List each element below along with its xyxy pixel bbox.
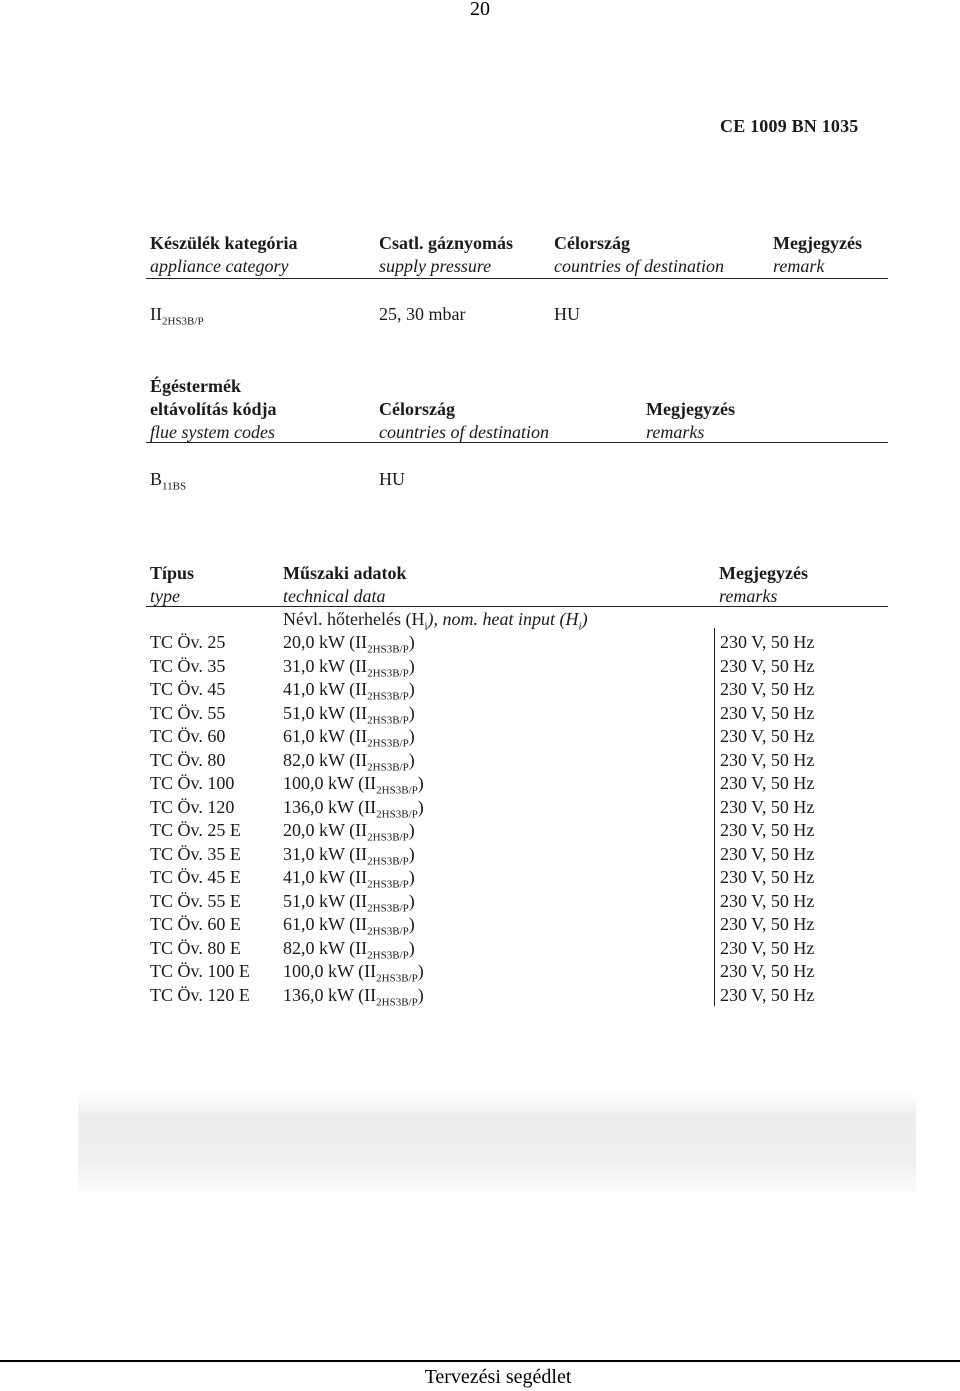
- row-remark: 230 V, 50 Hz: [720, 679, 815, 699]
- header-country: Célország: [379, 399, 455, 419]
- header-flue-line1: Égéstermék: [150, 376, 241, 396]
- row-heat-input: 20,0 kW $(II_{2HS3B/P})$: [283, 820, 415, 844]
- row-remark: 230 V, 50 Hz: [720, 961, 815, 981]
- header-country-en: countries of destination: [379, 422, 549, 442]
- row-type: TC Öv. 45: [150, 679, 226, 699]
- header-remark-en: remark: [773, 256, 825, 276]
- row-heat-input: 61,0 kW $(II_{2HS3B/P})$: [283, 726, 415, 750]
- header-category-en: appliance category: [150, 256, 289, 276]
- header-pressure-en: supply pressure: [379, 256, 492, 276]
- row-type: TC Öv. 100 E: [150, 961, 250, 981]
- row-heat-input: 20,0 kW $(II_{2HS3B/P})$: [283, 632, 415, 656]
- row-type: TC Öv. 60: [150, 726, 226, 746]
- row-heat-input: 82,0 kW $(II_{2HS3B/P})$: [283, 750, 415, 774]
- row-heat-input: 51,0 kW $(II_{2HS3B/P})$: [283, 703, 415, 727]
- row-remark: 230 V, 50 Hz: [720, 632, 815, 652]
- header-type: Típus: [150, 563, 195, 583]
- row-heat-input: 136,0 kW $(II_{2HS3B/P})$: [283, 985, 424, 1009]
- header-remarks: Megjegyzés: [646, 399, 735, 419]
- row-remark: 230 V, 50 Hz: [720, 938, 815, 958]
- footer-title: Tervezési segédlet: [424, 1366, 572, 1388]
- header-technical: Műszaki adatok: [283, 563, 407, 583]
- row-type: TC Öv. 120: [150, 797, 235, 817]
- row-remark: 230 V, 50 Hz: [720, 726, 815, 746]
- row-remark: 230 V, 50 Hz: [720, 867, 815, 887]
- row-type: TC Öv. 55: [150, 703, 226, 723]
- row-remark: 230 V, 50 Hz: [720, 985, 815, 1005]
- header-remarks-en: remarks: [719, 586, 778, 606]
- row-remark: 230 V, 50 Hz: [720, 891, 815, 911]
- header-remarks-en: remarks: [646, 422, 705, 442]
- row-remark: 230 V, 50 Hz: [720, 750, 815, 770]
- flue-code-value: $B_{11BS}$: [150, 469, 187, 493]
- row-type: TC Öv. 80 E: [150, 938, 241, 958]
- header-country-en: countries of destination: [554, 256, 724, 276]
- page-number: 20: [470, 0, 490, 20]
- row-heat-input: 100,0 kW $(II_{2HS3B/P})$: [283, 773, 424, 797]
- row-type: TC Öv. 80: [150, 750, 226, 770]
- scan-artifact: [78, 1092, 916, 1192]
- header-remark: Megjegyzés: [773, 233, 862, 253]
- header-category: Készülék kategória: [150, 233, 298, 253]
- country-value: HU: [554, 304, 580, 324]
- header-remarks: Megjegyzés: [719, 563, 808, 583]
- footer-rule: [0, 1360, 960, 1362]
- row-remark: 230 V, 50 Hz: [720, 656, 815, 676]
- heat-input-subheader: Névl. hőterhelés $(H_i)$, nom. heat input $(H_i)$: [283, 609, 588, 633]
- row-heat-input: 100,0 kW $(II_{2HS3B/P})$: [283, 961, 424, 985]
- header-technical-en: technical data: [283, 586, 386, 606]
- header-pressure: Csatl. gáznyomás: [379, 233, 513, 253]
- row-remark: 230 V, 50 Hz: [720, 703, 815, 723]
- header-rule: [146, 442, 888, 443]
- header-country: Célország: [554, 233, 630, 253]
- row-type: TC Öv. 60 E: [150, 914, 241, 934]
- row-type: TC Öv. 45 E: [150, 867, 241, 887]
- row-heat-input: 61,0 kW $(II_{2HS3B/P})$: [283, 914, 415, 938]
- pressure-value: 25, 30 mbar: [379, 304, 466, 324]
- row-type: TC Öv. 55 E: [150, 891, 241, 911]
- flue-country-value: HU: [379, 469, 405, 489]
- row-type: TC Öv. 35 E: [150, 844, 241, 864]
- row-type: TC Öv. 35: [150, 656, 226, 676]
- header-flue-line2: eltávolítás kódja: [150, 399, 277, 419]
- row-type: TC Öv. 100: [150, 773, 235, 793]
- row-heat-input: 41,0 kW $(II_{2HS3B/P})$: [283, 867, 415, 891]
- header-rule: [146, 278, 888, 279]
- category-value: $II_{2HS3B/P}$: [150, 304, 204, 328]
- row-heat-input: 82,0 kW $(II_{2HS3B/P})$: [283, 938, 415, 962]
- row-remark: 230 V, 50 Hz: [720, 797, 815, 817]
- header-rule: [146, 606, 888, 607]
- header-flue-en: flue system codes: [150, 422, 275, 442]
- row-heat-input: 51,0 kW $(II_{2HS3B/P})$: [283, 891, 415, 915]
- row-type: TC Öv. 25: [150, 632, 226, 652]
- row-remark: 230 V, 50 Hz: [720, 914, 815, 934]
- row-heat-input: 136,0 kW $(II_{2HS3B/P})$: [283, 797, 424, 821]
- header-type-en: type: [150, 586, 180, 606]
- row-heat-input: 41,0 kW $(II_{2HS3B/P})$: [283, 679, 415, 703]
- row-heat-input: 31,0 kW $(II_{2HS3B/P})$: [283, 656, 415, 680]
- row-type: TC Öv. 120 E: [150, 985, 250, 1005]
- row-heat-input: 31,0 kW $(II_{2HS3B/P})$: [283, 844, 415, 868]
- certificate-number: CE 1009 BN 1035: [720, 116, 859, 136]
- row-remark: 230 V, 50 Hz: [720, 844, 815, 864]
- remarks-column-rule: [714, 628, 715, 1006]
- row-type: TC Öv. 25 E: [150, 820, 241, 840]
- row-remark: 230 V, 50 Hz: [720, 820, 815, 840]
- row-remark: 230 V, 50 Hz: [720, 773, 815, 793]
